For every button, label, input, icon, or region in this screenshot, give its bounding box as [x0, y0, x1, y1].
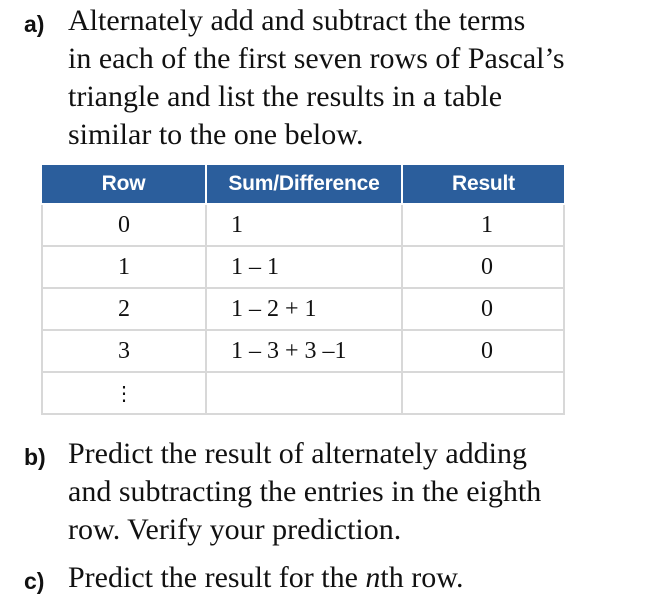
table-row — [42, 204, 564, 246]
cell-row: 0 — [42, 204, 206, 246]
question-a-line: triangle and list the results in a table — [68, 80, 503, 113]
cell-row: 3 — [42, 330, 206, 372]
column-header-row: Row — [42, 165, 206, 204]
question-a — [24, 2, 624, 154]
question-b-text — [68, 435, 624, 549]
cell-result: 0 — [402, 288, 564, 330]
cell-result: 0 — [402, 246, 564, 288]
table-row — [42, 330, 564, 372]
question-a-line: Alternately add and subtract the terms — [68, 4, 526, 37]
column-header-sum-difference: Sum/Difference — [206, 165, 402, 204]
question-b-line: row. Verify your prediction. — [68, 513, 402, 546]
question-c — [24, 559, 624, 597]
cell-sum-difference: 1 – 1 — [206, 246, 402, 288]
question-c-text-after: th row. — [380, 561, 464, 594]
cell-sum-difference — [206, 372, 402, 414]
question-b-letter: b) — [24, 444, 46, 470]
cell-row: 1 — [42, 246, 206, 288]
table-row — [42, 246, 564, 288]
cell-row: 2 — [42, 288, 206, 330]
question-c-text — [68, 559, 624, 597]
question-c-italic-n: n — [365, 561, 381, 594]
question-a-line: in each of the first seven rows of Pascal’s — [68, 42, 565, 75]
table-row — [42, 288, 564, 330]
question-b — [24, 435, 624, 549]
table-header-row — [42, 165, 564, 204]
table-row — [42, 372, 564, 414]
question-a-line: similar to the one below. — [68, 118, 364, 151]
question-a-text — [68, 2, 624, 154]
cell-result: 1 — [402, 204, 564, 246]
cell-row-ellipsis — [42, 372, 206, 414]
column-header-result: Result — [402, 165, 564, 204]
question-b-line: and subtracting the entries in the eighth — [68, 475, 542, 508]
cell-result: 0 — [402, 330, 564, 372]
question-c-letter: c) — [24, 568, 45, 594]
vertical-ellipsis-icon: ⋮ — [114, 382, 134, 405]
cell-sum-difference: 1 – 3 + 3 –1 — [206, 330, 402, 372]
question-a-letter: a) — [24, 11, 45, 37]
cell-result — [402, 372, 564, 414]
question-b-line: Predict the result of alternately adding — [68, 437, 528, 470]
pascal-results-table — [41, 165, 565, 415]
question-c-text-before: Predict the result for the — [68, 561, 366, 594]
cell-sum-difference: 1 — [206, 204, 402, 246]
cell-sum-difference: 1 – 2 + 1 — [206, 288, 402, 330]
